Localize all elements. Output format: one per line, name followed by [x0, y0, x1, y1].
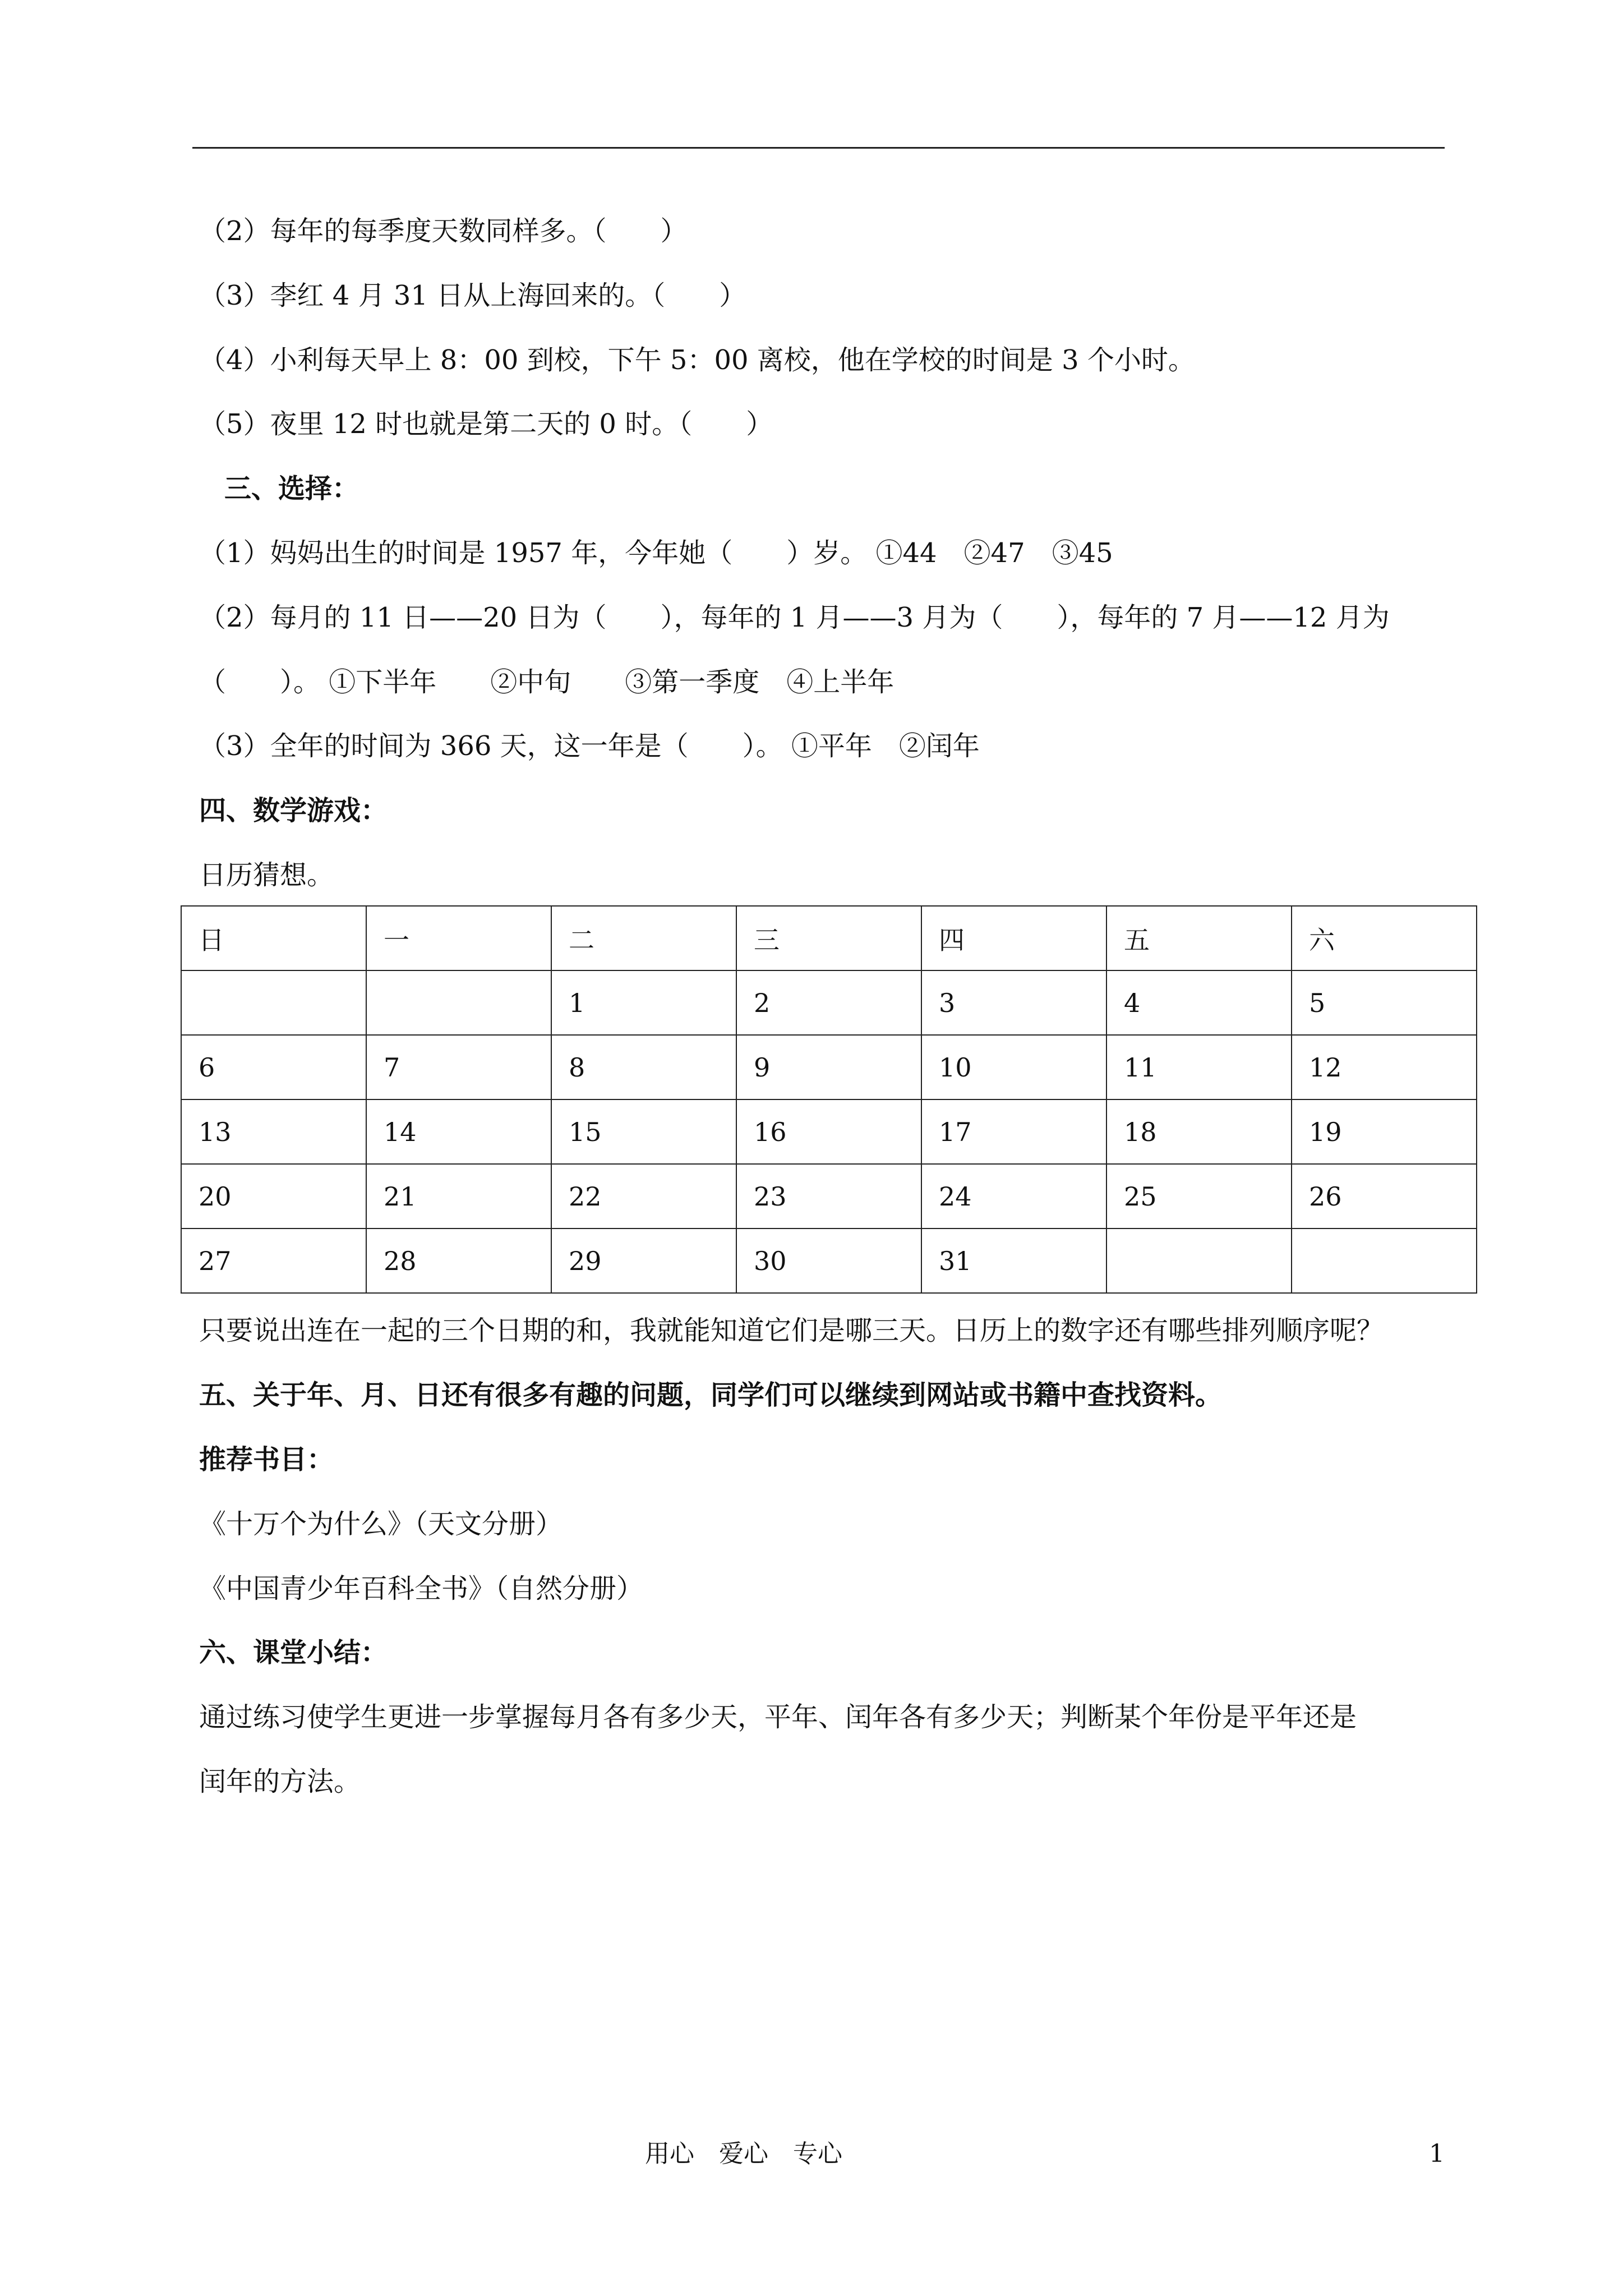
- calendar-header-row: [181, 906, 1477, 970]
- calendar-cell: 29: [551, 1228, 736, 1293]
- page-number: 1: [1429, 2139, 1445, 2168]
- calendar-cell: 27: [181, 1228, 366, 1293]
- choice-question-1: （1）妈妈出生的时间是 1957 年，今年她（ ）岁。 ①44 ②47 ③45: [199, 537, 1113, 569]
- calendar-cell: [181, 970, 366, 1035]
- section-3-title: 三、选择：: [224, 473, 359, 504]
- judgment-item-2: （2）每年的每季度天数同样多。（ ）: [199, 215, 688, 247]
- calendar-cell: 8: [551, 1035, 736, 1099]
- calendar-cell: [1292, 1228, 1477, 1293]
- calendar-cell: 19: [1292, 1099, 1477, 1164]
- calendar-cell: 20: [181, 1164, 366, 1228]
- calendar-cell: 18: [1106, 1099, 1292, 1164]
- calendar-cell: 16: [736, 1099, 921, 1164]
- calendar-cell: 3: [921, 970, 1106, 1035]
- calendar-cell: 26: [1292, 1164, 1477, 1228]
- calendar-cell: 1: [551, 970, 736, 1035]
- calendar-question: 只要说出连在一起的三个日期的和，我就能知道它们是哪三天。日历上的数字还有哪些排列顺序呢？: [199, 1315, 1384, 1346]
- calendar-header-cell: 四: [921, 906, 1106, 970]
- calendar-cell: 10: [921, 1035, 1106, 1099]
- calendar-cell: 25: [1106, 1164, 1292, 1228]
- calendar-header-cell: 二: [551, 906, 736, 970]
- calendar-table: [181, 905, 1477, 1294]
- calendar-cell: [1106, 1228, 1292, 1293]
- section-4-title: 四、数学游戏：: [199, 795, 388, 826]
- judgment-item-3: （3）李红 4 月 31 日从上海回来的。（ ）: [199, 280, 746, 311]
- calendar-row: [181, 1035, 1477, 1099]
- calendar-cell: 4: [1106, 970, 1292, 1035]
- calendar-cell: 17: [921, 1099, 1106, 1164]
- calendar-cell: 7: [366, 1035, 551, 1099]
- calendar-header-cell: 一: [366, 906, 551, 970]
- calendar-cell: 12: [1292, 1035, 1477, 1099]
- calendar-cell: 6: [181, 1035, 366, 1099]
- summary-line-1: 通过练习使学生更进一步掌握每月各有多少天，平年、闰年各有多少天；判断某个年份是平年还是: [199, 1701, 1357, 1733]
- calendar-cell: 2: [736, 970, 921, 1035]
- calendar-row: [181, 1099, 1477, 1164]
- calendar-cell: [366, 970, 551, 1035]
- book-item: 《中国青少年百科全书》（自然分册）: [199, 1573, 644, 1604]
- calendar-cell: 14: [366, 1099, 551, 1164]
- recommended-books-title: 推荐书目：: [199, 1444, 334, 1475]
- calendar-cell: 9: [736, 1035, 921, 1099]
- choice-question-3: （3）全年的时间为 366 天，这一年是（ ）。 ①平年 ②闰年: [199, 730, 980, 762]
- footer-motto: 用心 爱心 专心: [645, 2139, 842, 2168]
- calendar-header-cell: 三: [736, 906, 921, 970]
- calendar-cell: 31: [921, 1228, 1106, 1293]
- header-rule: [192, 147, 1445, 149]
- calendar-cell: 24: [921, 1164, 1106, 1228]
- choice-question-2-line-1: （2）每月的 11 日——20 日为（ ），每年的 1 月——3 月为（ ），每年的 7 月——12 月为: [199, 602, 1390, 633]
- judgment-item-5: （5）夜里 12 时也就是第二天的 0 时。（ ）: [199, 408, 773, 440]
- calendar-header-cell: 五: [1106, 906, 1292, 970]
- calendar-cell: 28: [366, 1228, 551, 1293]
- summary-line-2: 闰年的方法。: [199, 1766, 361, 1797]
- calendar-row: [181, 970, 1477, 1035]
- book-item: 《十万个为什么》（天文分册）: [199, 1508, 563, 1540]
- calendar-cell: 21: [366, 1164, 551, 1228]
- calendar-cell: 23: [736, 1164, 921, 1228]
- section-5-title: 五、关于年、月、日还有很多有趣的问题，同学们可以继续到网站或书籍中查找资料。: [199, 1379, 1223, 1411]
- calendar-header-cell: 六: [1292, 906, 1477, 970]
- calendar-cell: 13: [181, 1099, 366, 1164]
- choice-question-2-line-2: （ ）。 ①下半年 ②中旬 ③第一季度 ④上半年: [199, 666, 895, 698]
- calendar-row: [181, 1228, 1477, 1293]
- section-6-title: 六、课堂小结：: [199, 1637, 388, 1668]
- calendar-row: [181, 1164, 1477, 1228]
- calendar-header-cell: 日: [181, 906, 366, 970]
- calendar-cell: 11: [1106, 1035, 1292, 1099]
- calendar-cell: 5: [1292, 970, 1477, 1035]
- calendar-subtitle: 日历猜想。: [199, 859, 334, 891]
- calendar-cell: 30: [736, 1228, 921, 1293]
- calendar-cell: 15: [551, 1099, 736, 1164]
- judgment-item-4: （4）小利每天早上 8：00 到校，下午 5：00 离校，他在学校的时间是 3 个小时。: [199, 344, 1195, 376]
- calendar-cell: 22: [551, 1164, 736, 1228]
